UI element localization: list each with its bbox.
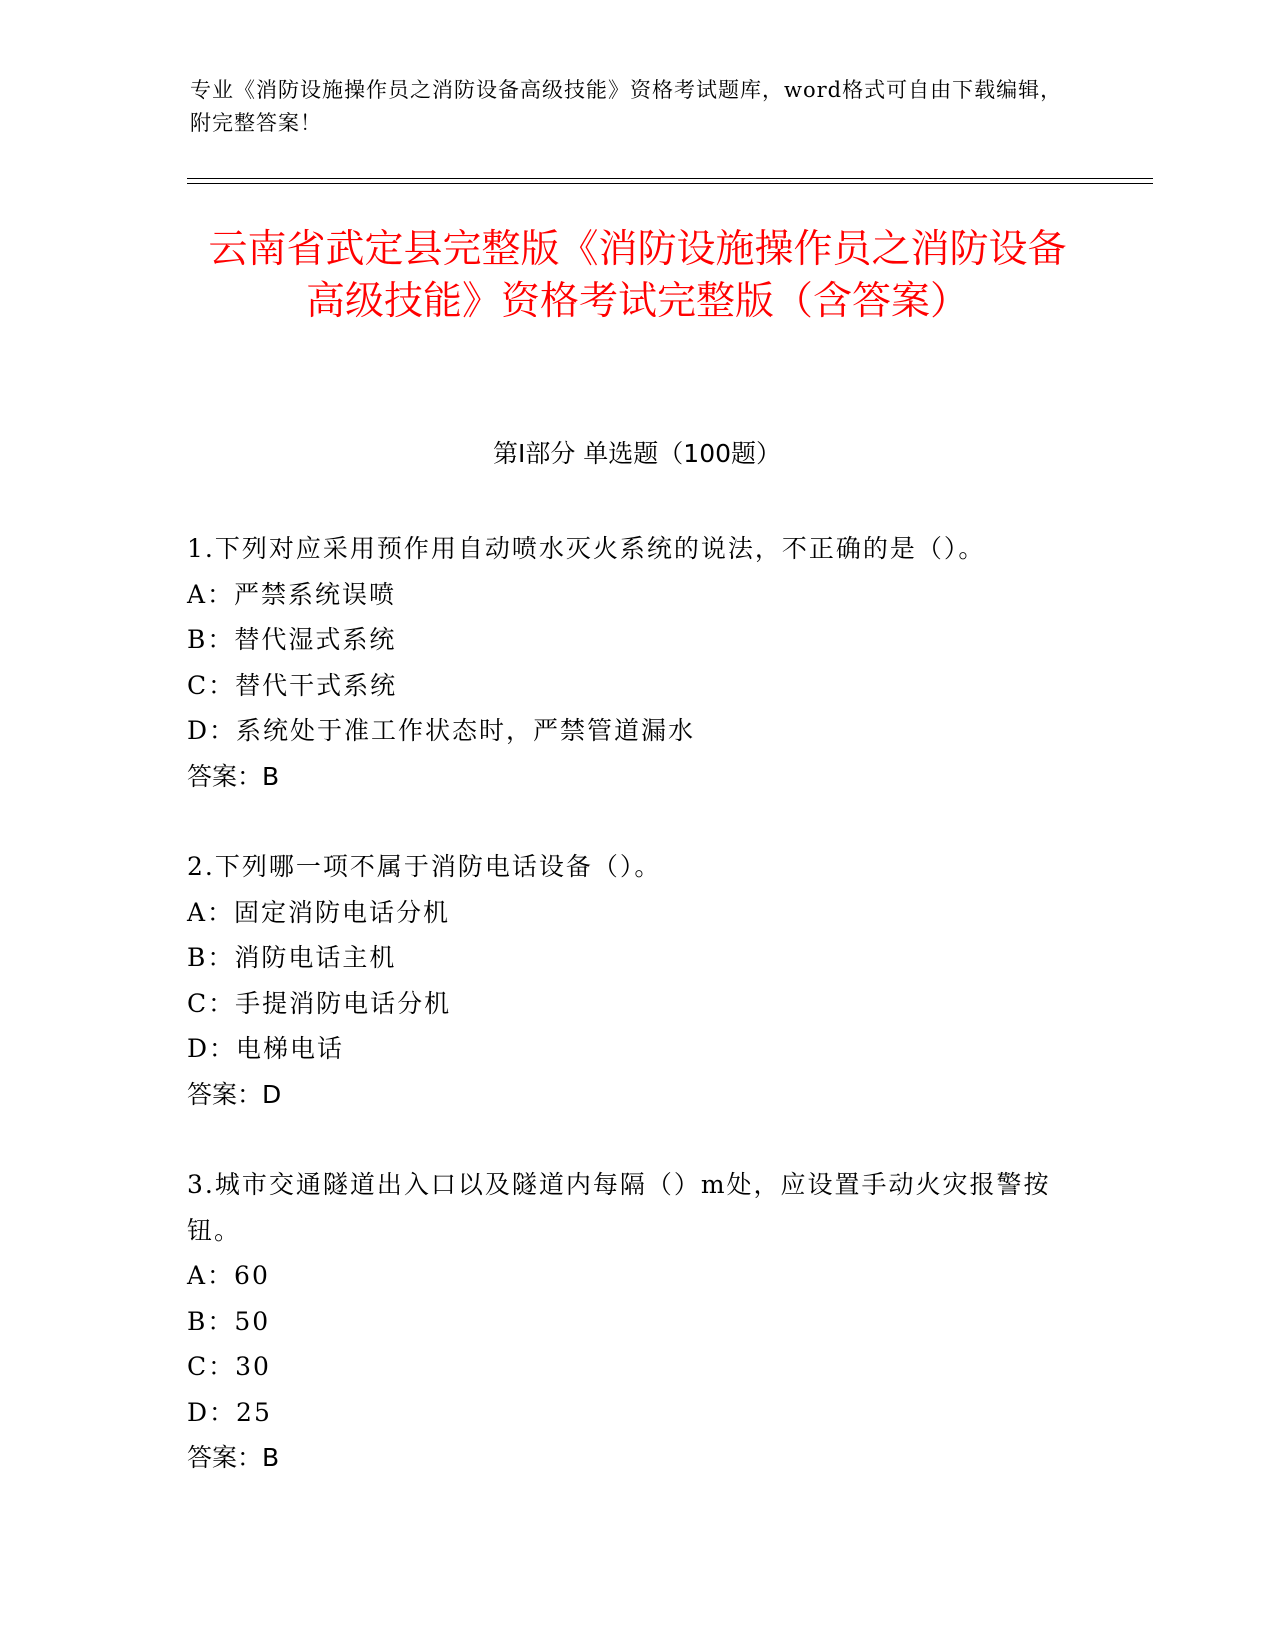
answer: 答案：B [187,1443,280,1472]
question-3 [187,1162,1087,1481]
question-list [187,526,1087,1481]
option-a: A：固定消防电话分机 [187,897,451,927]
question-2 [187,844,1087,1117]
option-a: A：60 [187,1261,270,1290]
option-b: B：替代湿式系统 [187,625,397,654]
header-rule-bottom [187,183,1153,184]
option-a: A：严禁系统误喷 [187,579,397,609]
question-stem: 3.城市交通隧道出入口以及隧道内每隔（）m处，应设置手动火灾报警按钮。 [187,1170,1051,1245]
header-note: 专业《消防设施操作员之消防设备高级技能》资格考试题库，word格式可自由下载编辑，附完整答案！ [190,78,1063,135]
question-1 [187,526,1087,799]
question-stem: 2.下列哪一项不属于消防电话设备（）。 [187,852,662,881]
header-rule-top [187,178,1153,179]
option-d: D：电梯电话 [187,1034,345,1063]
section-title: 第Ⅰ部分 单选题（100题） [492,439,782,468]
document-title: 云南省武定县完整版《消防设施操作员之消防设备高级技能》资格考试完整版（含答案） [208,227,1067,324]
option-b: B：50 [187,1306,271,1336]
option-c: C：手提消防电话分机 [187,988,452,1018]
option-c: C：30 [187,1352,271,1381]
option-c: C：替代干式系统 [187,670,398,700]
answer: 答案：B [187,761,280,791]
spacer [187,799,1087,844]
option-d: D：25 [187,1397,272,1427]
option-b: B：消防电话主机 [187,943,397,972]
answer: 答案：D [187,1079,282,1109]
spacer [187,1117,1087,1162]
option-d: D：系统处于准工作状态时，严禁管道漏水 [187,716,696,745]
question-stem: 1.下列对应采用预作用自动喷水灭火系统的说法，不正确的是（）。 [187,534,986,563]
